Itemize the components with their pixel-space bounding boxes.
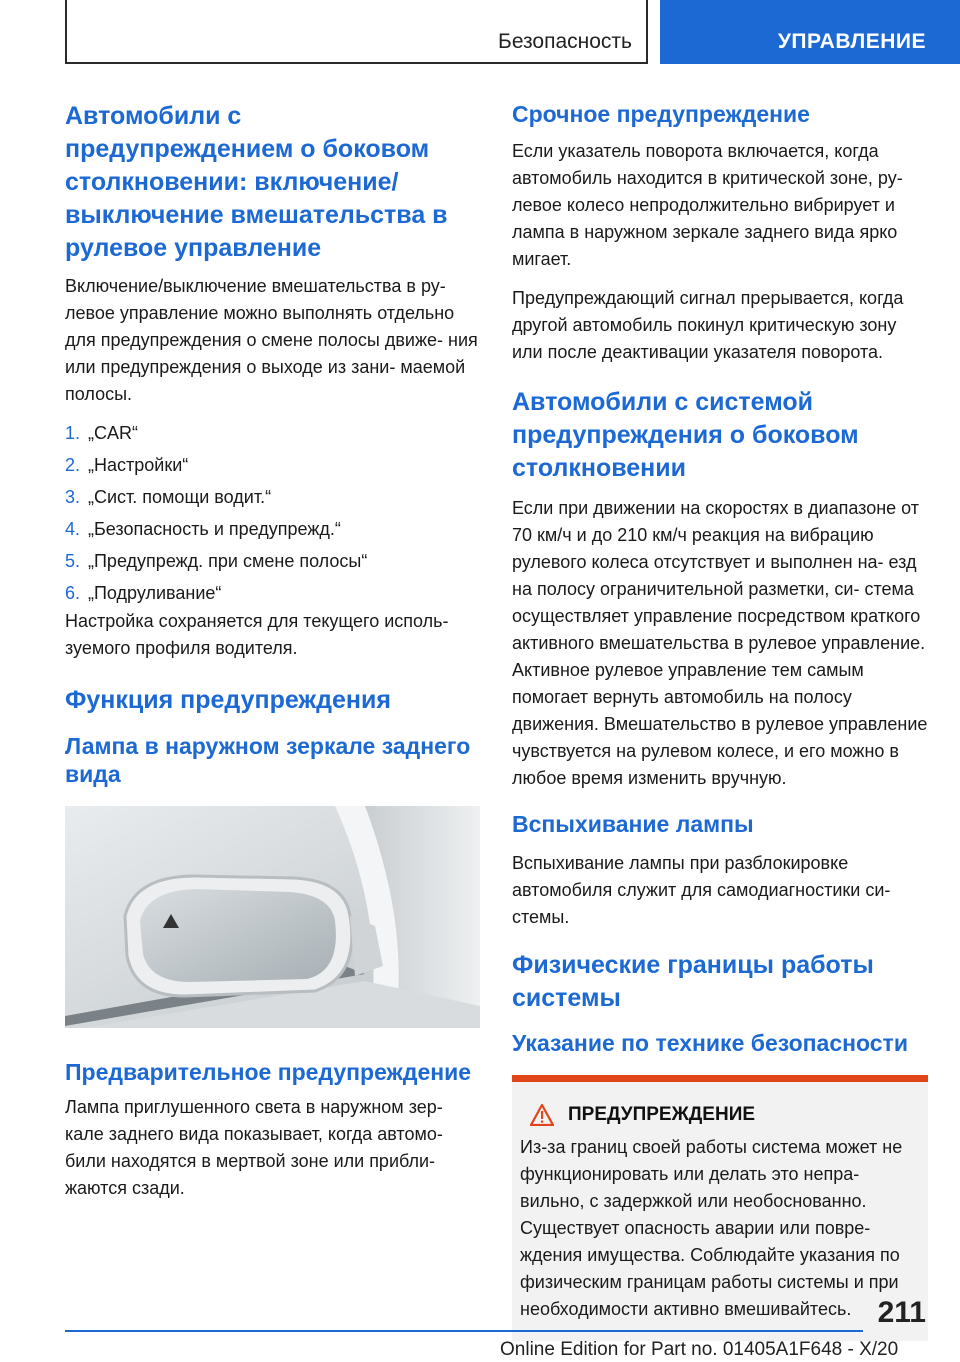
mirror-photo — [65, 806, 480, 1028]
section-heading-steering-toggle: Автомобили с предупреждением о боковом столкновении: включение/выключение вмешательства в рулевое управление — [65, 102, 448, 262]
subheading-urgent-warning: Срочное предупреждение — [512, 101, 810, 127]
subheading-safety-note: Указание по технике безопасности — [512, 1030, 908, 1056]
left-column — [65, 100, 480, 1202]
section-heading-side-collision: Автомобили с системой предупреждения о боковом столкновении — [512, 388, 859, 482]
list-item: 2. „Настройки“ — [65, 455, 189, 475]
warning-title: ПРЕДУПРЕЖДЕНИЕ — [568, 1104, 756, 1125]
section-heading-limits: Физические границы работы системы — [512, 951, 874, 1012]
list-item: 1. „CAR“ — [65, 423, 138, 443]
section-heading-warning-function: Функция предупреждения — [65, 686, 391, 714]
subheading-lamp-flash: Вспыхивание лампы — [512, 811, 754, 837]
footer-edition: Online Edition for Part no. 01405A1F648 - X/20 — [500, 1339, 899, 1360]
header-section-title: Безопасность — [498, 30, 632, 53]
paragraph-side-collision: Если при движении на скоростях в диапазоне от 70 км/ч и до 210 км/ч реакция на вибрацию рулевого колеса отсутствует и выполнен на- езд на полосу ограничительной разметки, си- стема осуществляет управление посредством краткого активного вмешательства в рулевое управление. Активное рулевое управление тем самым помогает вернуть автомобиль на полосу движения. Вмешательство в рулевое управление чувствуется на рулевом колесе, и его можно в любое время изменить вручную. — [512, 498, 928, 788]
warning-triangle-icon — [530, 1104, 554, 1126]
steps-list — [65, 420, 480, 612]
page-number: 211 — [877, 1296, 926, 1329]
paragraph-warning-interrupted: Предупреждающий сигнал прерывается, когда другой автомобиль покинул критическую зону или после деактивации указателя поворота. — [512, 288, 904, 362]
paragraph-profile-saved: Настройка сохраняется для текущего исполь- зуемого профиля водителя. — [65, 611, 449, 658]
paragraph-lamp-flash: Вспыхивание лампы при разблокировке автомобиля служит для самодиагностики си- стемы. — [512, 853, 891, 927]
right-column — [512, 100, 928, 1341]
header-chapter-title: УПРАВЛЕНИЕ — [777, 30, 926, 53]
paragraph-steering-toggle: Включение/выключение вмешательства в ру- левое управление можно выполнять отдельно для предупреждения о смене полосы движе- ния или предупреждения о выходе из зани- маемой полосы. — [65, 276, 478, 404]
paragraph-urgent-warning: Если указатель поворота включается, когда автомобиль находится в критической зоне, ру- левое колесо непродолжительно вибрирует и лампа в наружном зеркале заднего вида ярко мигает. — [512, 141, 903, 269]
header-chapter-tab — [660, 0, 960, 64]
list-item: 4. „Безопасность и предупрежд.“ — [65, 519, 341, 539]
subheading-pre-warning: Предварительное предупреждение — [65, 1059, 472, 1085]
footer-divider — [65, 1330, 863, 1332]
header-section-box — [65, 0, 648, 64]
list-item: 5. „Предупрежд. при смене полосы“ — [65, 551, 368, 571]
warning-header — [530, 1104, 920, 1126]
side-mirror-image — [65, 806, 480, 1028]
list-item: 3. „Сист. помощи водит.“ — [65, 487, 272, 507]
subheading-mirror-lamp: Лампа в наружном зеркале заднего вида — [65, 733, 471, 787]
paragraph-pre-warning: Лампа приглушенного света в наружном зер- кале заднего вида показывает, когда автомо- били находятся в мертвой зоне или прибли- жаются сзади. — [65, 1097, 443, 1198]
list-item: 6. „Подруливание“ — [65, 583, 222, 603]
warning-text: Из-за границ своей работы система может не функционировать или делать это непра- вильно, с задержкой или необоснованно. Существует опасность аварии или повре- ждения имущества. Соблюдайте указания по физическим границам работы системы и при необходимости активно вмешивайтесь. — [520, 1137, 903, 1319]
warning-box — [512, 1075, 928, 1341]
